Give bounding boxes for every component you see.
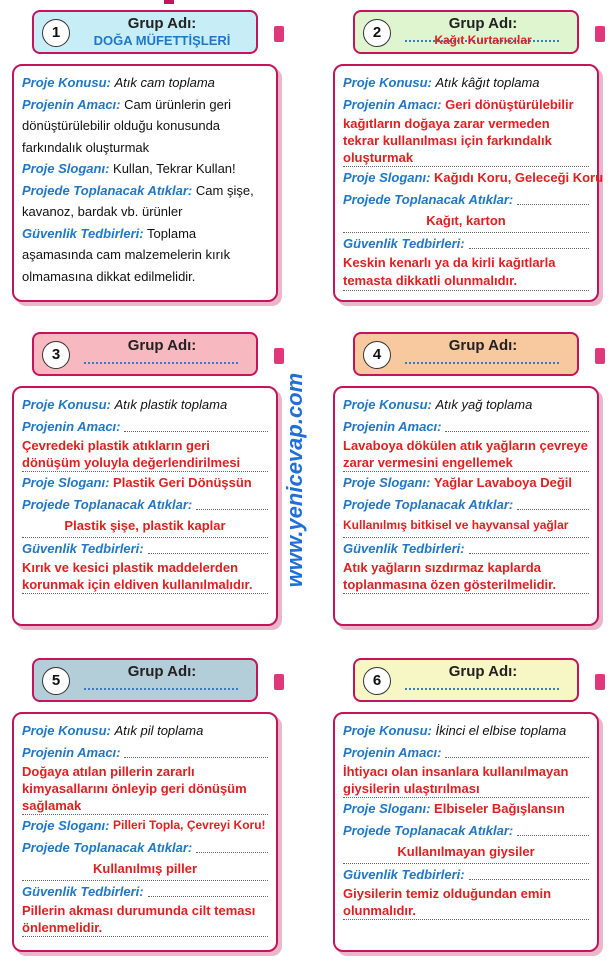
topic-value: Atık plastik toplama: [114, 397, 228, 412]
aim-label: Projenin Amacı:: [22, 96, 121, 112]
card-tab: [274, 348, 284, 364]
waste-row: [343, 820, 589, 842]
topic-value: Atık pil toplama: [114, 723, 204, 738]
waste-value: Plastik şişe, plastik kaplar: [22, 515, 268, 538]
card-tab: [595, 26, 605, 42]
group-name-line: [84, 688, 238, 690]
card-tab: [595, 348, 605, 364]
slogan-row: [22, 472, 268, 494]
safety-value: Pillerin akması durumunda cilt teması önlenmelidir.: [22, 902, 268, 937]
slogan-row: [343, 798, 589, 820]
safety-label: Güvenlik Tedbirleri:: [22, 883, 144, 899]
topic-label: Proje Konusu:: [22, 75, 111, 90]
aim-value-1: Geri dönüştürülebilir: [445, 96, 574, 112]
waste-value: Kullanılmış bitkisel ve hayvansal yağlar: [343, 515, 589, 538]
topic-value: İkinci el elbise toplama: [435, 723, 567, 738]
group-header: [353, 10, 579, 54]
slogan-label: Proje Sloganı:: [22, 818, 110, 833]
aim-row: [22, 416, 268, 438]
safety-line: [469, 879, 589, 880]
waste-label: Projede Toplanacak Atıklar:: [343, 191, 514, 207]
slogan-label: Proje Sloganı:: [22, 475, 110, 490]
group-number: 6: [363, 667, 391, 695]
aim-line: [124, 757, 268, 758]
slogan-label: Proje Sloganı:: [343, 475, 431, 490]
topic-label: Proje Konusu:: [22, 723, 111, 738]
waste-label: Projede Toplanacak Atıklar:: [343, 496, 514, 512]
safety-line: [148, 553, 268, 554]
waste-value: Cam şişe, kavanoz, bardak vb. ürünler: [22, 182, 254, 219]
group-header: [353, 658, 579, 702]
slogan-value: Plastik Geri Dönüşsün: [113, 475, 252, 490]
group-name-label: Grup Adı:: [127, 337, 197, 354]
group-card-4: [333, 337, 599, 626]
waste-line: [517, 835, 589, 836]
safety-value: Atık yağların sızdırmaz kaplarda toplanmasına özen gösterilmelidir.: [343, 559, 589, 594]
aim-label: Projenin Amacı:: [343, 744, 442, 760]
group-card-1: [12, 15, 278, 302]
group-card-3: [12, 337, 278, 626]
card-content: [343, 394, 589, 594]
aim-label: Projenin Amacı:: [22, 418, 121, 434]
waste-value: Kağıt, karton: [343, 210, 589, 233]
waste-label: Projede Toplanacak Atıklar:: [343, 822, 514, 838]
topic-row: [22, 394, 268, 416]
aim-label: Projenin Amacı:: [343, 96, 442, 112]
aim-line: [124, 431, 268, 432]
safety-row: [343, 233, 589, 255]
safety-label: Güvenlik Tedbirleri:: [343, 866, 465, 882]
slogan-row: [343, 167, 604, 189]
group-name-line: [405, 362, 559, 364]
card-tab: [595, 674, 605, 690]
waste-row: [22, 494, 268, 516]
waste-label: Projede Toplanacak Atıklar:: [22, 182, 193, 198]
group-header: [32, 658, 258, 702]
group-number: 3: [42, 341, 70, 369]
aim-value: İhtiyacı olan insanlara kullanılmayan giysilerin ulaştırılması: [343, 763, 589, 798]
aim-row: [22, 94, 268, 159]
group-card-5: [12, 663, 278, 952]
slogan-value: Pilleri Topla, Çevreyi Koru!: [113, 818, 266, 832]
group-name-label: Grup Adı:: [127, 663, 197, 680]
safety-line: [469, 248, 589, 249]
waste-label: Projede Toplanacak Atıklar:: [22, 496, 193, 512]
group-number: 5: [42, 667, 70, 695]
safety-label: Güvenlik Tedbirleri:: [22, 540, 144, 556]
waste-row: [343, 494, 589, 516]
aim-value: Doğaya atılan pillerin zararlı kimyasallarını önleyip geri dönüşüm sağlamak: [22, 763, 268, 815]
card-content: [22, 394, 268, 594]
group-name-label: Grup Adı:: [448, 15, 518, 32]
card-content: [22, 72, 268, 287]
safety-value: Giysilerin temiz olduğundan emin olunmalıdır.: [343, 885, 589, 920]
aim-line: [445, 431, 589, 432]
topic-label: Proje Konusu:: [343, 723, 432, 738]
top-edge-mark: [164, 0, 174, 4]
safety-label: Güvenlik Tedbirleri:: [343, 540, 465, 556]
waste-value: Kullanılmış piller: [22, 858, 268, 881]
slogan-label: Proje Sloganı:: [22, 161, 110, 176]
card-content: [343, 72, 604, 291]
slogan-value: Elbiseler Bağışlansın: [434, 801, 565, 816]
aim-row: [22, 742, 268, 764]
topic-value: Atık yağ toplama: [435, 397, 533, 412]
topic-row: [22, 720, 268, 742]
safety-row: [22, 881, 268, 903]
group-card-6: [333, 663, 599, 952]
topic-label: Proje Konusu:: [343, 397, 432, 412]
card-tab: [274, 26, 284, 42]
watermark: www.yenicevap.com: [282, 372, 307, 588]
group-header: [32, 332, 258, 376]
topic-value: Atık kâğıt toplama: [435, 75, 540, 90]
slogan-label: Proje Sloganı:: [343, 801, 431, 816]
group-header: [353, 332, 579, 376]
card-content: [343, 720, 589, 920]
topic-label: Proje Konusu:: [343, 75, 432, 90]
aim-line: [445, 757, 589, 758]
waste-value: Kullanılmayan giysiler: [343, 841, 589, 864]
topic-label: Proje Konusu:: [22, 397, 111, 412]
slogan-row: [343, 472, 589, 494]
waste-line: [517, 509, 589, 510]
safety-value: Keskin kenarlı ya da kirli kağıtlarla temasta dikkatli olunmalıdır.: [343, 254, 589, 291]
safety-label: Güvenlik Tedbirleri:: [343, 235, 465, 251]
safety-value: Toplama aşamasında cam malzemelerin kırık olmamasına dikkat edilmelidir.: [22, 225, 231, 284]
aim-row: [343, 416, 589, 438]
group-card-2: [333, 15, 604, 302]
card-tab: [274, 674, 284, 690]
topic-row: [343, 720, 589, 742]
group-number: 1: [42, 19, 70, 47]
safety-row: [22, 538, 268, 560]
waste-row: [22, 180, 268, 223]
topic-row: [22, 72, 268, 94]
group-header: [32, 10, 258, 54]
card-content: [22, 720, 268, 937]
waste-row: [343, 189, 589, 211]
slogan-label: Proje Sloganı:: [343, 170, 431, 185]
group-name-label: Grup Adı:: [448, 663, 518, 680]
slogan-value: Kağıdı Koru, Geleceği Koru: [434, 170, 604, 185]
safety-row: [343, 864, 589, 886]
waste-label: Projede Toplanacak Atıklar:: [22, 839, 193, 855]
aim-row: [343, 742, 589, 764]
group-name-label: Grup Adı:: [127, 15, 197, 32]
aim-label: Projenin Amacı:: [22, 744, 121, 760]
topic-row: [343, 72, 589, 94]
group-number: 2: [363, 19, 391, 47]
group-name-value: Kağıt Kurtarıcılar: [434, 33, 532, 47]
waste-line: [196, 509, 268, 510]
group-number: 4: [363, 341, 391, 369]
waste-line: [517, 204, 589, 205]
slogan-value: Yağlar Lavaboya Değil: [434, 475, 573, 490]
aim-value: Çevredeki plastik atıkların geri dönüşüm yoluyla değerlendirilmesi: [22, 437, 268, 472]
group-name-line: [84, 362, 238, 364]
group-name-label: Grup Adı:: [448, 337, 518, 354]
slogan-row: [22, 815, 268, 837]
safety-row: [22, 223, 268, 288]
group-name-value: DOĞA MÜFETTİŞLERİ: [93, 33, 231, 48]
aim-continuation: kağıtların doğaya zarar vermeden tekrar kullanılması için farkındalık oluşturmak: [343, 115, 589, 167]
safety-line: [148, 896, 268, 897]
safety-row: [343, 538, 589, 560]
safety-value: Kırık ve kesici plastik maddelerden korunmak için eldiven kullanılmalıdır.: [22, 559, 268, 594]
aim-row: [343, 94, 589, 116]
topic-row: [343, 394, 589, 416]
group-name-line: [405, 688, 559, 690]
aim-value: Cam ürünlerin geri dönüştürülebilir olduğu konusunda farkındalık oluşturmak: [22, 96, 232, 155]
aim-value: Lavaboya dökülen atık yağların çevreye zarar vermesini engellemek: [343, 438, 588, 470]
safety-line: [469, 553, 589, 554]
slogan-row: [22, 158, 268, 180]
topic-value: Atık cam toplama: [114, 75, 215, 90]
aim-label: Projenin Amacı:: [343, 418, 442, 434]
slogan-value: Kullan, Tekrar Kullan!: [113, 161, 236, 176]
waste-line: [196, 852, 268, 853]
safety-label: Güvenlik Tedbirleri:: [22, 225, 144, 241]
waste-row: [22, 837, 268, 859]
